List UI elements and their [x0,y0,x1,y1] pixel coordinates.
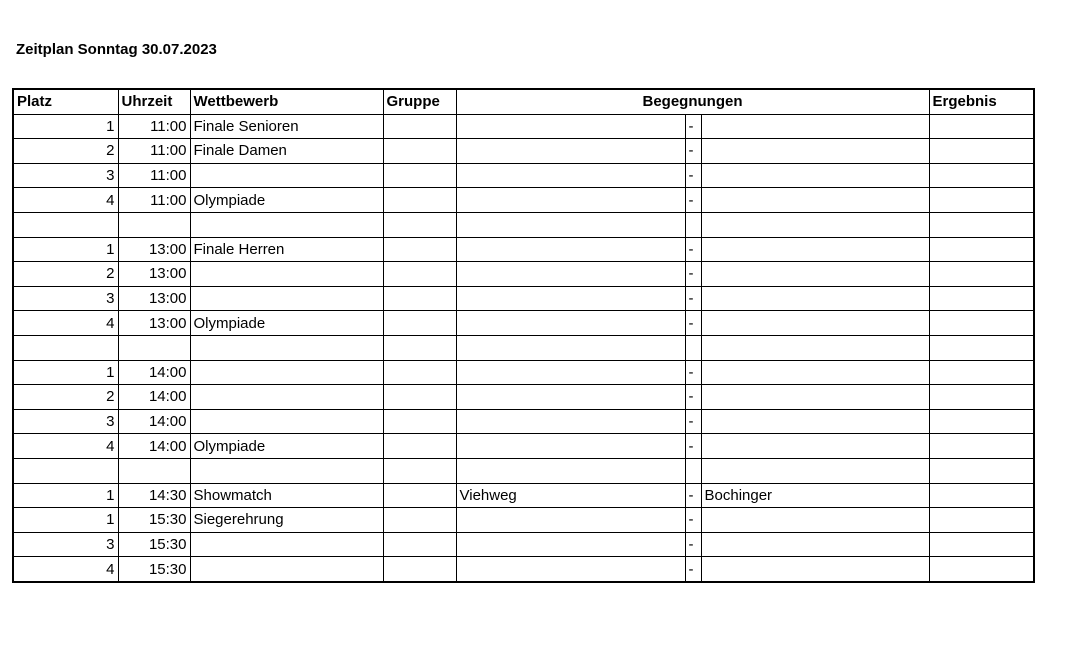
uhrzeit-cell [118,335,190,360]
wettbewerb-cell [190,385,383,410]
ergebnis-cell [929,163,1034,188]
separator-cell: - [685,532,701,557]
page-title: Zeitplan Sonntag 30.07.2023 [16,41,217,58]
wettbewerb-cell: Siegerehrung [190,508,383,533]
ergebnis-cell [929,409,1034,434]
separator-cell: - [685,114,701,139]
team1-cell [456,212,685,237]
table-row [13,286,1034,311]
separator-cell: - [685,237,701,262]
gruppe-cell [383,557,456,582]
table-row [13,434,1034,459]
wettbewerb-cell: Olympiade [190,434,383,459]
separator-cell: - [685,483,701,508]
platz-cell: 1 [13,360,118,385]
header-begegnungen: Begegnungen [456,89,929,114]
uhrzeit-cell: 11:00 [118,114,190,139]
table-row [13,483,1034,508]
uhrzeit-cell: 11:00 [118,163,190,188]
team1-cell [456,458,685,483]
uhrzeit-cell: 11:00 [118,188,190,213]
table-row [13,311,1034,336]
separator-cell: - [685,385,701,410]
platz-cell: 2 [13,139,118,164]
team1-cell [456,163,685,188]
wettbewerb-cell [190,360,383,385]
ergebnis-cell [929,385,1034,410]
platz-cell: 4 [13,557,118,582]
uhrzeit-cell: 14:00 [118,360,190,385]
team1-cell [456,557,685,582]
platz-cell: 4 [13,311,118,336]
team1-cell [456,114,685,139]
team2-cell [701,139,929,164]
gruppe-cell [383,311,456,336]
separator-cell [685,212,701,237]
team1-cell: Viehweg [456,483,685,508]
table-row [13,458,1034,483]
gruppe-cell [383,286,456,311]
gruppe-cell [383,508,456,533]
gruppe-cell [383,434,456,459]
header-platz: Platz [13,89,118,114]
wettbewerb-cell: Finale Damen [190,139,383,164]
separator-cell: - [685,286,701,311]
ergebnis-cell [929,434,1034,459]
separator-cell: - [685,311,701,336]
wettbewerb-cell [190,212,383,237]
table-row [13,385,1034,410]
wettbewerb-cell [190,262,383,287]
platz-cell [13,458,118,483]
platz-cell: 1 [13,508,118,533]
wettbewerb-cell: Finale Senioren [190,114,383,139]
platz-cell: 4 [13,434,118,459]
team1-cell [456,360,685,385]
team2-cell [701,311,929,336]
ergebnis-cell [929,139,1034,164]
header-wettbewerb: Wettbewerb [190,89,383,114]
uhrzeit-cell: 13:00 [118,262,190,287]
table-row [13,212,1034,237]
uhrzeit-cell: 15:30 [118,557,190,582]
ergebnis-cell [929,557,1034,582]
team1-cell [456,139,685,164]
platz-cell: 3 [13,532,118,557]
table-row [13,409,1034,434]
wettbewerb-cell [190,286,383,311]
wettbewerb-cell [190,458,383,483]
uhrzeit-cell: 13:00 [118,237,190,262]
separator-cell: - [685,139,701,164]
uhrzeit-cell [118,458,190,483]
team2-cell: Bochinger [701,483,929,508]
header-ergebnis: Ergebnis [929,89,1034,114]
separator-cell: - [685,360,701,385]
header-gruppe: Gruppe [383,89,456,114]
team1-cell [456,508,685,533]
ergebnis-cell [929,532,1034,557]
gruppe-cell [383,335,456,360]
separator-cell: - [685,434,701,459]
team2-cell [701,385,929,410]
team2-cell [701,508,929,533]
gruppe-cell [383,483,456,508]
team1-cell [456,286,685,311]
ergebnis-cell [929,508,1034,533]
team2-cell [701,262,929,287]
gruppe-cell [383,385,456,410]
wettbewerb-cell: Finale Herren [190,237,383,262]
ergebnis-cell [929,311,1034,336]
uhrzeit-cell: 14:00 [118,434,190,459]
separator-cell [685,335,701,360]
team2-cell [701,458,929,483]
platz-cell: 3 [13,163,118,188]
separator-cell: - [685,508,701,533]
separator-cell: - [685,409,701,434]
team2-cell [701,557,929,582]
uhrzeit-cell [118,212,190,237]
schedule-table [12,88,1035,583]
wettbewerb-cell: Olympiade [190,311,383,336]
gruppe-cell [383,409,456,434]
team2-cell [701,237,929,262]
wettbewerb-cell [190,163,383,188]
team2-cell [701,188,929,213]
wettbewerb-cell: Olympiade [190,188,383,213]
gruppe-cell [383,262,456,287]
uhrzeit-cell: 14:00 [118,409,190,434]
gruppe-cell [383,212,456,237]
uhrzeit-cell: 15:30 [118,508,190,533]
ergebnis-cell [929,114,1034,139]
team1-cell [456,409,685,434]
separator-cell: - [685,557,701,582]
uhrzeit-cell: 13:00 [118,286,190,311]
uhrzeit-cell: 15:30 [118,532,190,557]
ergebnis-cell [929,335,1034,360]
separator-cell: - [685,262,701,287]
wettbewerb-cell [190,409,383,434]
header-uhrzeit: Uhrzeit [118,89,190,114]
table-row [13,237,1034,262]
platz-cell: 1 [13,483,118,508]
team1-cell [456,188,685,213]
table-row [13,163,1034,188]
team2-cell [701,409,929,434]
table-row [13,508,1034,533]
team2-cell [701,335,929,360]
gruppe-cell [383,458,456,483]
gruppe-cell [383,139,456,164]
uhrzeit-cell: 13:00 [118,311,190,336]
platz-cell: 2 [13,385,118,410]
table-row [13,360,1034,385]
team1-cell [456,385,685,410]
wettbewerb-cell: Showmatch [190,483,383,508]
platz-cell: 2 [13,262,118,287]
platz-cell: 3 [13,409,118,434]
team1-cell [456,532,685,557]
separator-cell [685,458,701,483]
ergebnis-cell [929,458,1034,483]
separator-cell: - [685,188,701,213]
table-row [13,114,1034,139]
gruppe-cell [383,114,456,139]
wettbewerb-cell [190,532,383,557]
ergebnis-cell [929,483,1034,508]
ergebnis-cell [929,237,1034,262]
gruppe-cell [383,163,456,188]
ergebnis-cell [929,188,1034,213]
team2-cell [701,212,929,237]
team2-cell [701,286,929,311]
team1-cell [456,237,685,262]
header-row [13,89,1034,114]
uhrzeit-cell: 14:00 [118,385,190,410]
team2-cell [701,434,929,459]
platz-cell: 1 [13,114,118,139]
team2-cell [701,360,929,385]
ergebnis-cell [929,360,1034,385]
gruppe-cell [383,188,456,213]
ergebnis-cell [929,286,1034,311]
gruppe-cell [383,532,456,557]
wettbewerb-cell [190,557,383,582]
platz-cell: 1 [13,237,118,262]
ergebnis-cell [929,262,1034,287]
table-row [13,262,1034,287]
wettbewerb-cell [190,335,383,360]
platz-cell [13,212,118,237]
team2-cell [701,532,929,557]
platz-cell: 3 [13,286,118,311]
team1-cell [456,335,685,360]
platz-cell: 4 [13,188,118,213]
ergebnis-cell [929,212,1034,237]
table-row [13,335,1034,360]
team1-cell [456,311,685,336]
table-row [13,139,1034,164]
platz-cell [13,335,118,360]
gruppe-cell [383,360,456,385]
team2-cell [701,163,929,188]
table-row [13,532,1034,557]
team1-cell [456,262,685,287]
uhrzeit-cell: 11:00 [118,139,190,164]
gruppe-cell [383,237,456,262]
table-row [13,557,1034,582]
separator-cell: - [685,163,701,188]
uhrzeit-cell: 14:30 [118,483,190,508]
team1-cell [456,434,685,459]
table-row [13,188,1034,213]
team2-cell [701,114,929,139]
